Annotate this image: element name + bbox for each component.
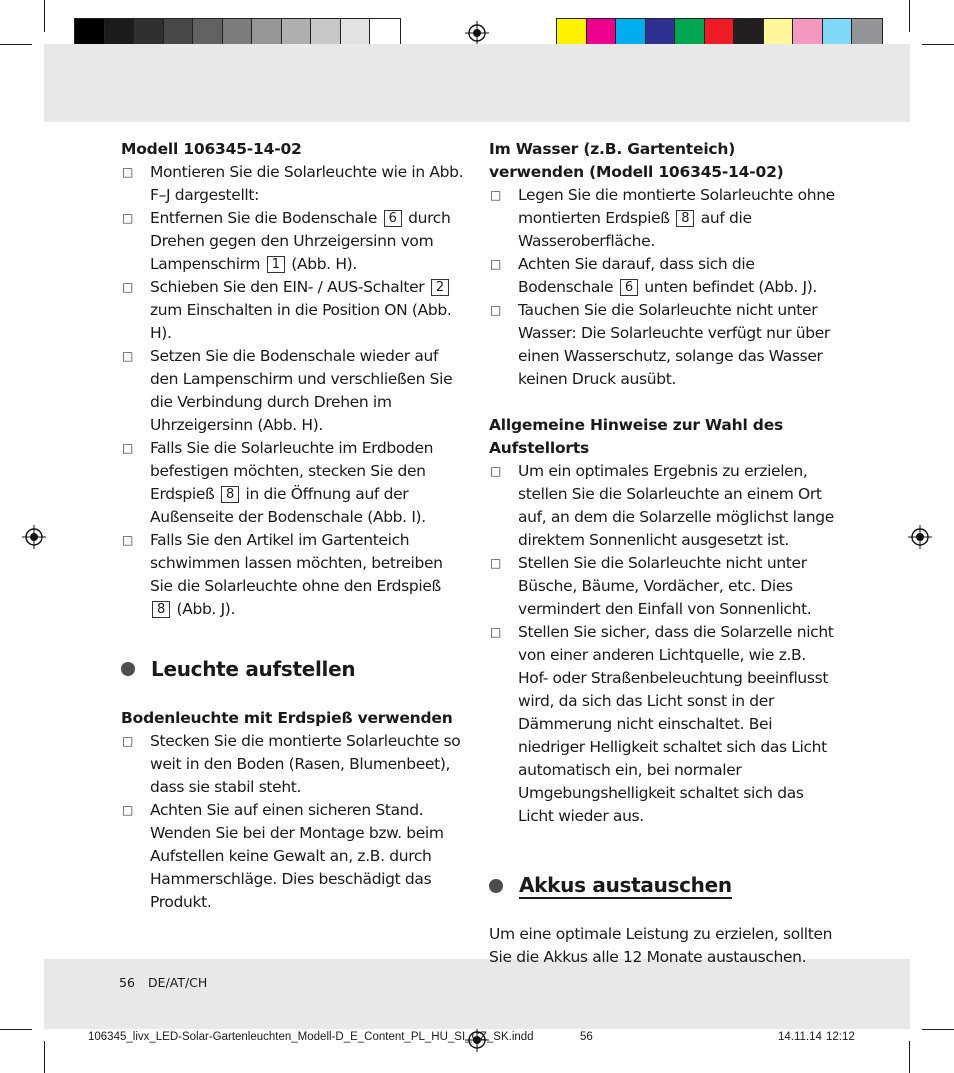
text-run: auf die Wasseroberfläche. [518,209,752,250]
checkbox-bullet-icon: □ [490,303,502,317]
text-run: Achten Sie darauf, dass sich die Bodenschale [518,255,755,296]
text-run: Setzen Sie die Bodenschale wieder auf den Lampenschirm und verschließen Sie die Verbindung durch Drehen im Uhrzeigersinn (Abb. H). [150,347,453,434]
color-swatch [646,19,676,47]
crop-mark [44,0,45,32]
list-item-text [150,345,467,437]
list-item-text: Stellen Sie die Solarleuchte nicht unter Büsche, Bäume, Vordächer, etc. Dies vermindert den Einfall von Sonnenlicht. [518,554,812,618]
list-item [489,621,835,828]
text-run: (Abb. H). [291,255,357,273]
list-item-text: Achten Sie auf einen sicheren Stand. Wenden Sie bei der Montage bzw. beim Aufstellen keine Gewalt an, z.B. durch Hammerschläge. Dies beschädigt das Produkt. [150,801,444,911]
registration-mark-icon [465,21,489,45]
color-swatch [105,19,135,47]
text-run: (Abb. J). [176,600,236,618]
section-bullet-icon [121,662,135,676]
checkbox-bullet-icon: □ [490,556,502,570]
part-number-box: 6 [384,210,402,227]
list-item [489,253,835,299]
part-number-box: 8 [152,601,170,618]
list-item-text [518,299,835,391]
checkbox-bullet-icon: □ [490,625,502,639]
part-number-box: 1 [267,256,285,273]
list-item-text [150,276,467,345]
checkbox-bullet-icon: □ [122,280,134,294]
text-run: Schieben Sie den EIN- / AUS-Schalter [150,278,425,296]
list-item [489,184,835,253]
water-list [489,184,835,391]
footer-band [44,959,910,1029]
part-number-box: 2 [431,279,449,296]
registration-mark-icon [908,525,932,549]
list-item [489,552,835,621]
slug-date: 14.11.14 [778,1031,822,1043]
crop-mark [0,44,32,45]
checkbox-bullet-icon: □ [122,533,134,547]
list-item [489,299,835,391]
slug-time: 12:12 [826,1031,855,1043]
header-band [44,44,910,122]
checkbox-bullet-icon: □ [490,257,502,271]
text-run: in die Öffnung auf der Außenseite der Bodenschale (Abb. I). [150,485,426,526]
color-swatch [587,19,617,47]
color-swatch [164,19,194,47]
text-run: Tauchen Sie die Solarleuchte nicht unter Wasser: Die Solarleuchte verfügt nur über einen Wasserschutz, solange das Wasser keinen Druck ausübt. [518,301,830,388]
registration-mark-icon [22,525,46,549]
water-heading: Im Wasser (z.B. Gartenteich) verwenden (Modell 106345-14-02) [489,140,784,181]
color-swatch [557,19,587,47]
part-number-box: 8 [676,210,694,227]
list-item [121,529,467,621]
checkbox-bullet-icon: □ [490,464,502,478]
checkbox-bullet-icon: □ [122,441,134,455]
list-item [121,730,467,799]
crop-mark [909,0,910,32]
color-swatch [341,19,371,47]
list-item [489,460,835,552]
left-column [121,138,467,914]
slug-page: 56 [580,1031,593,1043]
color-swatch [252,19,282,47]
color-swatch [282,19,312,47]
part-number-box: 6 [620,279,638,296]
section-bullet-icon [489,879,503,893]
text-run: Falls Sie den Artikel im Gartenteich schwimmen lassen möchten, betreiben Sie die Solarleuchte ohne den Erdspieß [150,531,443,595]
ground-list [121,730,467,914]
location-heading: Allgemeine Hinweise zur Wahl des Aufstellorts [489,416,784,457]
checkbox-bullet-icon: □ [122,734,134,748]
model-list [121,161,467,621]
checkbox-bullet-icon: □ [122,349,134,363]
akkus-paragraph: Um eine optimale Leistung zu erzielen, sollten Sie die Akkus alle 12 Monate austauschen. [489,925,833,966]
list-item-text: Um ein optimales Ergebnis zu erzielen, stellen Sie die Solarleuchte an einem Ort auf, an dem die Solarzelle möglichst lange direktem Sonnenlicht ausgesetzt ist. [518,462,834,549]
text-run: zum Einschalten in die Position ON (Abb. H). [150,301,452,342]
list-item-text [518,184,835,253]
color-swatch [370,19,400,47]
color-swatch [823,19,853,47]
text-run: Legen Sie die montierte Solarleuchte ohne montierten Erdspieß [518,186,835,227]
page-language: DE/AT/CH [148,975,208,990]
checkbox-bullet-icon: □ [490,188,502,202]
section-title-aufstellen: Leuchte aufstellen [121,655,467,683]
color-swatch [734,19,764,47]
list-item-text [150,437,467,529]
list-item-text [518,253,835,299]
color-swatch [311,19,341,47]
color-swatch [852,19,882,47]
list-item-text [150,529,467,621]
crop-mark [922,1029,954,1030]
list-item [121,345,467,437]
checkbox-bullet-icon: □ [122,165,134,179]
list-item [121,207,467,276]
color-swatch [223,19,253,47]
text-run: Falls Sie die Solarleuchte im Erdboden befestigen möchten, stecken Sie den Erdspieß [150,439,434,503]
color-swatch [793,19,823,47]
list-item [121,799,467,914]
section-title-akkus: Akkus austauschen [489,873,835,899]
checkbox-bullet-icon: □ [122,803,134,817]
list-item [121,437,467,529]
text-run: durch Drehen gegen den Uhrzeigersinn vom Lampenschirm [150,209,451,273]
color-swatch [705,19,735,47]
list-item-text [150,161,467,207]
model-heading: Modell 106345-14-02 [121,140,302,158]
color-swatch [616,19,646,47]
crop-mark [0,1029,32,1030]
color-swatch [75,19,105,47]
text-run: Entfernen Sie die Bodenschale [150,209,378,227]
page-number: 56 [119,975,135,990]
ground-heading: Bodenleuchte mit Erdspieß verwenden [121,709,453,727]
list-item-text: Stecken Sie die montierte Solarleuchte so weit in den Boden (Rasen, Blumenbeet), dass sie stabil steht. [150,732,461,796]
crop-mark [922,44,954,45]
color-swatch [675,19,705,47]
text-run: unten befindet (Abb. J). [644,278,817,296]
checkbox-bullet-icon: □ [122,211,134,225]
crop-mark [909,1041,910,1073]
list-item-text: Stellen Sie sicher, dass die Solarzelle nicht von einer anderen Lichtquelle, wie z.B. Hof- oder Straßenbeleuchtung beeinflusst wird, da sich das Licht sonst in der Dämmerung nicht einschaltet. Bei niedriger Helligkeit schaltet sich das Licht automatisch ein, bei normaler Umgebungshelligkeit schaltet sich das Licht wieder aus. [518,623,834,825]
text-run: Montieren Sie die Solarleuchte wie in Abb. F–J dargestellt: [150,163,464,204]
slug-filename: 106345_livx_LED-Solar-Gartenleuchten_Modell-D_E_Content_PL_HU_SI_CZ_SK.indd [88,1031,534,1043]
part-number-box: 8 [221,486,239,503]
crop-mark [44,1041,45,1073]
color-swatch [134,19,164,47]
color-swatch [193,19,223,47]
location-list [489,460,835,828]
right-column [489,138,835,969]
list-item [121,161,467,207]
color-swatch [764,19,794,47]
list-item-text [150,207,467,276]
list-item [121,276,467,345]
